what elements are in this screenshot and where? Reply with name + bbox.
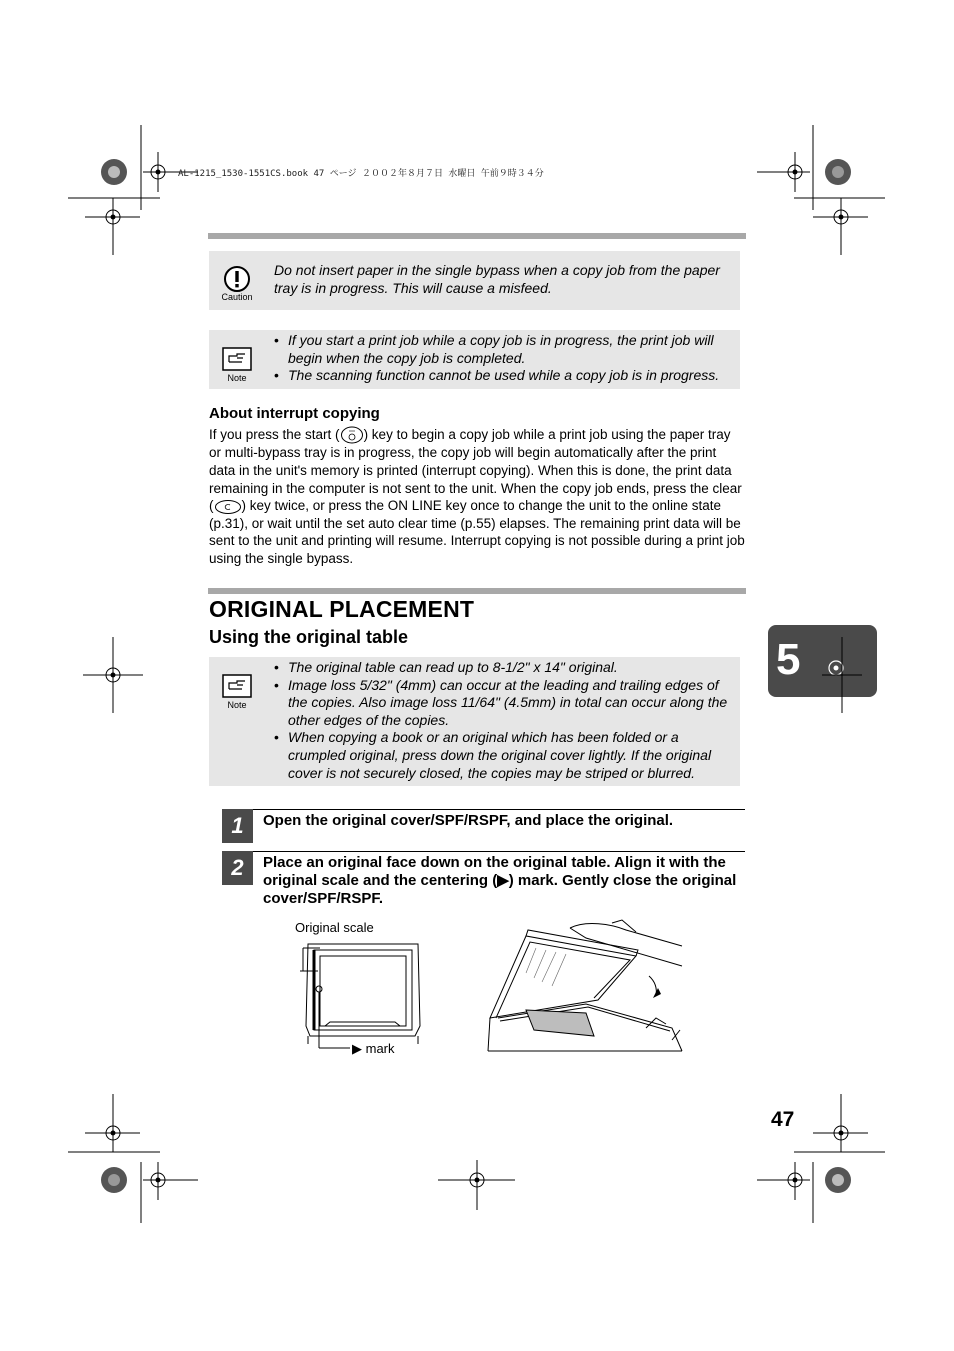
start-key-icon: [340, 426, 364, 444]
caution-icon: [223, 265, 251, 293]
step-number: 2: [222, 851, 253, 885]
step-2: [222, 851, 745, 909]
note-icon-label: Note: [227, 700, 247, 710]
page-number: 47: [771, 1108, 795, 1131]
list-item: • The scanning function cannot be used while a copy job is in progress.: [272, 367, 736, 385]
print-header-line: AL-1215_1530-1551CS.book 47 ページ ２００２年８月７日 水曜日 午前９時３４分: [178, 169, 544, 179]
caution-icon-label: Caution: [221, 292, 253, 302]
list-item: • If you start a print job while a copy job is in progress, the print job will begin when the copy job is completed.: [272, 332, 736, 367]
interrupt-paragraph: [209, 426, 745, 568]
note-icon-group: [221, 674, 253, 710]
step-1: [222, 809, 745, 845]
section-subtitle: Using the original table: [209, 627, 409, 647]
caution-box: [209, 251, 740, 310]
note-box-2: [209, 657, 740, 786]
step-number: 1: [222, 809, 253, 843]
note-hand-icon: [222, 674, 252, 698]
copier-cover-illustration: [486, 918, 686, 1053]
chapter-number: 5: [776, 635, 801, 684]
chapter-crosshair-lines: [822, 637, 862, 713]
step-text: Open the original cover/SPF/RSPF, and place the original.: [263, 812, 674, 829]
interrupt-text-3: ) key twice, or press the ON LINE key once to change the unit to the online state (p.31), or wait until the set auto clear time (p.55) elapses. The remaining print data will be sent to the unit and printing will resume. Interrupt copying is not possible during a print job using the single bypass.: [209, 498, 745, 566]
note-box-1: [209, 330, 740, 389]
original-table-diagram: [300, 936, 425, 1056]
interrupt-heading: About interrupt copying: [209, 405, 380, 422]
label-centering-mark: ▶ mark: [352, 1041, 395, 1056]
list-item: • The original table can read up to 8-1/2" x 14" original.: [272, 659, 736, 677]
interrupt-text-1: If you press the start (: [209, 427, 340, 442]
label-original-scale: Original scale: [295, 920, 374, 935]
interrupt-text-2: ) key to begin a copy job while a print job using the paper tray or multi-bypass tray is in progress, the copy job will begin automatically after the print data in the unit's memory is printed (interrupt copying). When this is done, the print data remaining in the computer is not sent to the unit. When the copy job ends, press the clear (: [209, 427, 742, 514]
note-1-list: [272, 332, 736, 385]
note-2-list: [272, 659, 736, 782]
top-divider: [208, 233, 746, 239]
step-text: Place an original face down on the original table. Align it with the original scale and the centering (▶) mark. Gently close the original cover/SPF/RSPF.: [263, 854, 737, 907]
list-item: • When copying a book or an original which has been folded or a crumpled original, press down the original cover lightly. If the original cover is not securely closed, the copies may be striped or blurred.: [272, 729, 736, 782]
list-item: • Image loss 5/32" (4mm) can occur at the leading and trailing edges of the copies. Also image loss 11/64" (4.5mm) in total can occur along the other edges of the copies.: [272, 677, 736, 730]
note-hand-icon: [222, 347, 252, 371]
caution-icon-group: [221, 265, 253, 302]
caution-text: Do not insert paper in the single bypass when a copy job from the paper tray is in progress. This will cause a misfeed.: [274, 262, 720, 296]
note-icon-label: Note: [227, 373, 247, 383]
note-icon-group: [221, 347, 253, 383]
section-title: ORIGINAL PLACEMENT: [209, 596, 475, 622]
section-divider: [208, 588, 746, 594]
clear-key-icon: [214, 499, 242, 515]
